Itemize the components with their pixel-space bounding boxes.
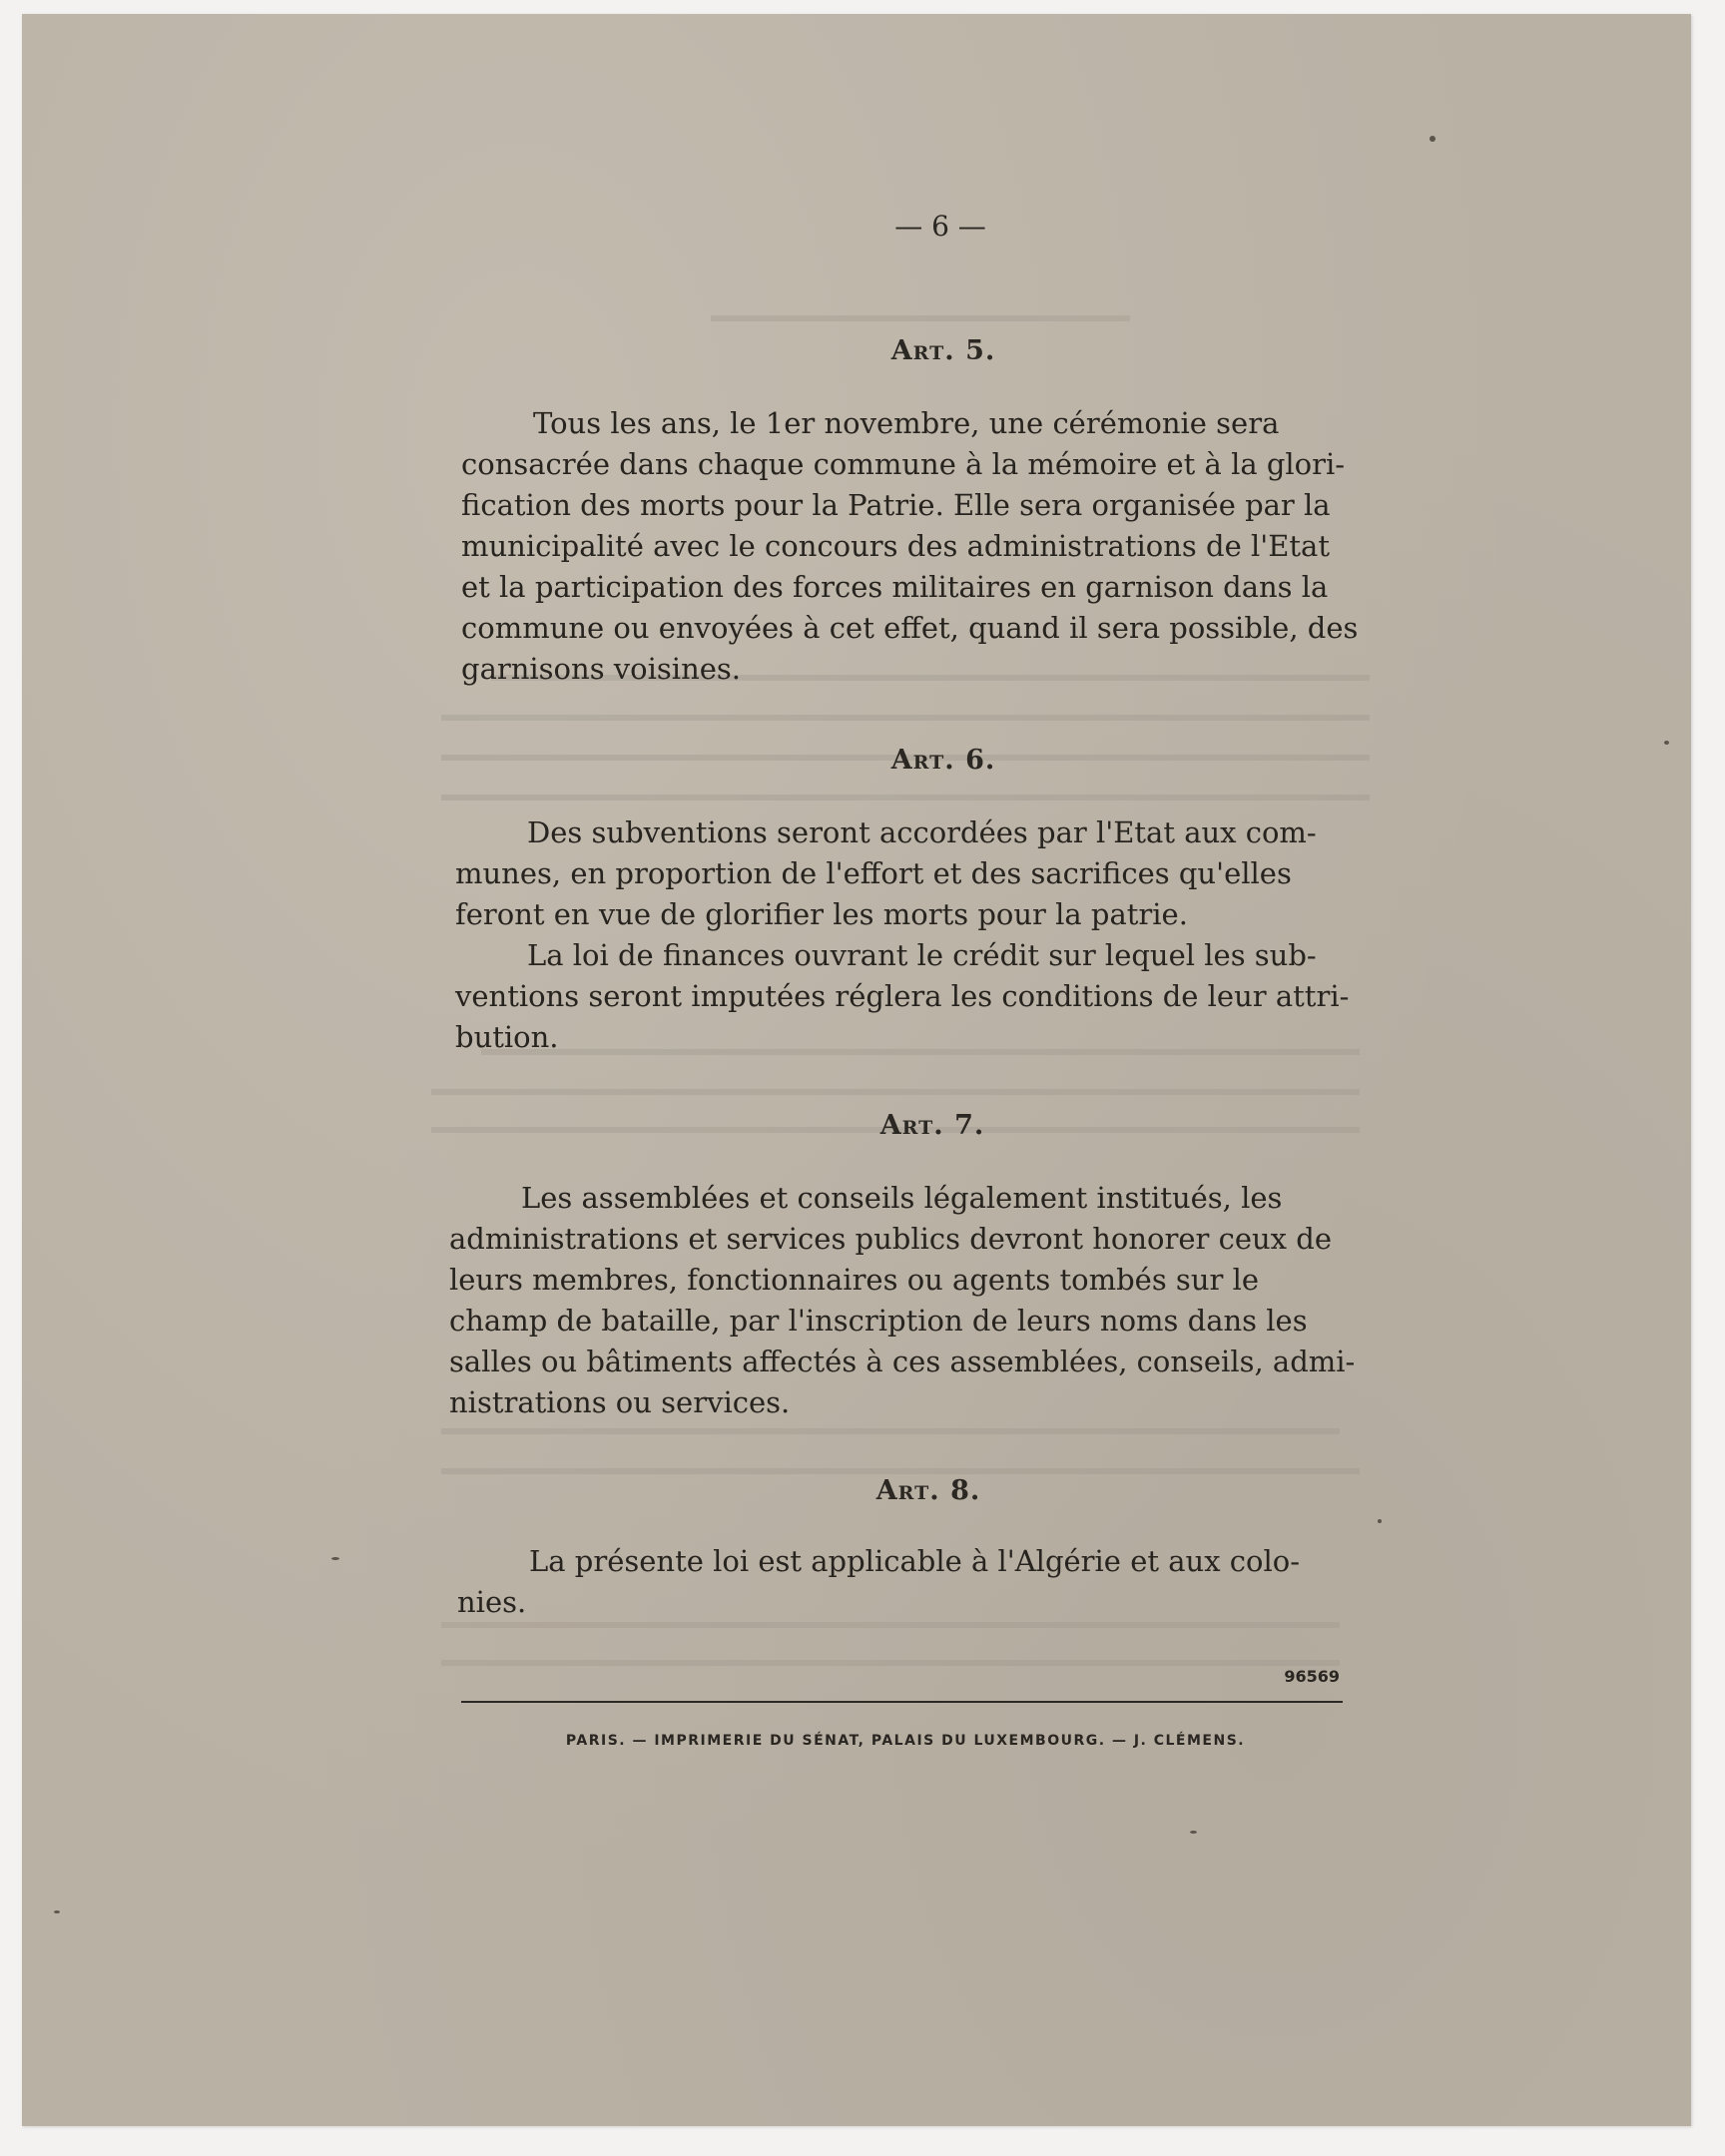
text-line: garnisons voisines. — [461, 652, 742, 686]
text-line: nistrations ou services. — [449, 1385, 791, 1419]
paper-speck — [1430, 136, 1436, 142]
document-page — [22, 14, 1691, 2126]
paper-speck — [331, 1557, 339, 1560]
text-line: feront en vue de glorifier les morts pour la patrie. — [455, 897, 1188, 931]
text-line: Des subventions seront accordées par l'Etat aux com- — [527, 815, 1317, 849]
text-line: consacrée dans chaque commune à la mémoire et à la glori- — [461, 447, 1346, 481]
article-6-heading: Art. 6. — [890, 745, 996, 776]
text-line: commune ou envoyées à cet effet, quand il sera possible, des — [461, 611, 1359, 645]
text-line: administrations et services publics devront honorer ceux de — [449, 1222, 1332, 1256]
article-6-paragraph-2 — [455, 935, 1366, 1058]
printer-imprint: PARIS. — IMPRIMERIE DU SÉNAT, PALAIS DU LUXEMBOURG. — J. CLÉMENS. — [565, 1733, 1246, 1749]
article-8-heading: Art. 8. — [875, 1475, 981, 1506]
article-6-paragraph-1 — [455, 812, 1366, 935]
paper-speck — [1378, 1519, 1382, 1523]
paper-speck — [1664, 741, 1669, 745]
text-line: fication des morts pour la Patrie. Elle sera organisée par la — [461, 488, 1331, 522]
page-number: — 6 — — [894, 210, 986, 243]
text-line: ventions seront imputées réglera les conditions de leur attri- — [455, 979, 1350, 1013]
article-8-paragraph — [457, 1541, 1360, 1623]
text-line: leurs membres, fonctionnaires ou agents tombés sur le — [449, 1263, 1260, 1297]
text-line: salles ou bâtiments affectés à ces assemblées, conseils, admi- — [449, 1345, 1356, 1378]
show-through-texture — [22, 14, 1691, 2126]
text-line: munes, en proportion de l'effort et des sacrifices qu'elles — [455, 856, 1292, 890]
article-5-heading: Art. 5. — [890, 335, 996, 366]
text-line: bution. — [455, 1020, 559, 1054]
text-line: champ de bataille, par l'inscription de leurs noms dans les — [449, 1304, 1308, 1338]
text-line: nies. — [457, 1585, 527, 1619]
article-7-heading: Art. 7. — [879, 1110, 985, 1141]
article-7-paragraph — [449, 1178, 1360, 1423]
article-5-paragraph — [461, 403, 1368, 690]
text-line: Tous les ans, le 1er novembre, une cérémonie sera — [533, 406, 1280, 440]
footer-rule — [461, 1701, 1343, 1703]
paper-speck — [1190, 1831, 1197, 1834]
text-line: La présente loi est applicable à l'Algérie et aux colo- — [529, 1544, 1300, 1578]
text-line: et la participation des forces militaires en garnison dans la — [461, 570, 1329, 604]
print-job-number: 96569 — [1284, 1667, 1340, 1686]
paper-speck — [54, 1910, 60, 1913]
text-line: municipalité avec le concours des administrations de l'Etat — [461, 529, 1330, 563]
text-line: La loi de finances ouvrant le crédit sur lequel les sub- — [527, 938, 1317, 972]
text-line: Les assemblées et conseils légalement institués, les — [521, 1181, 1283, 1215]
